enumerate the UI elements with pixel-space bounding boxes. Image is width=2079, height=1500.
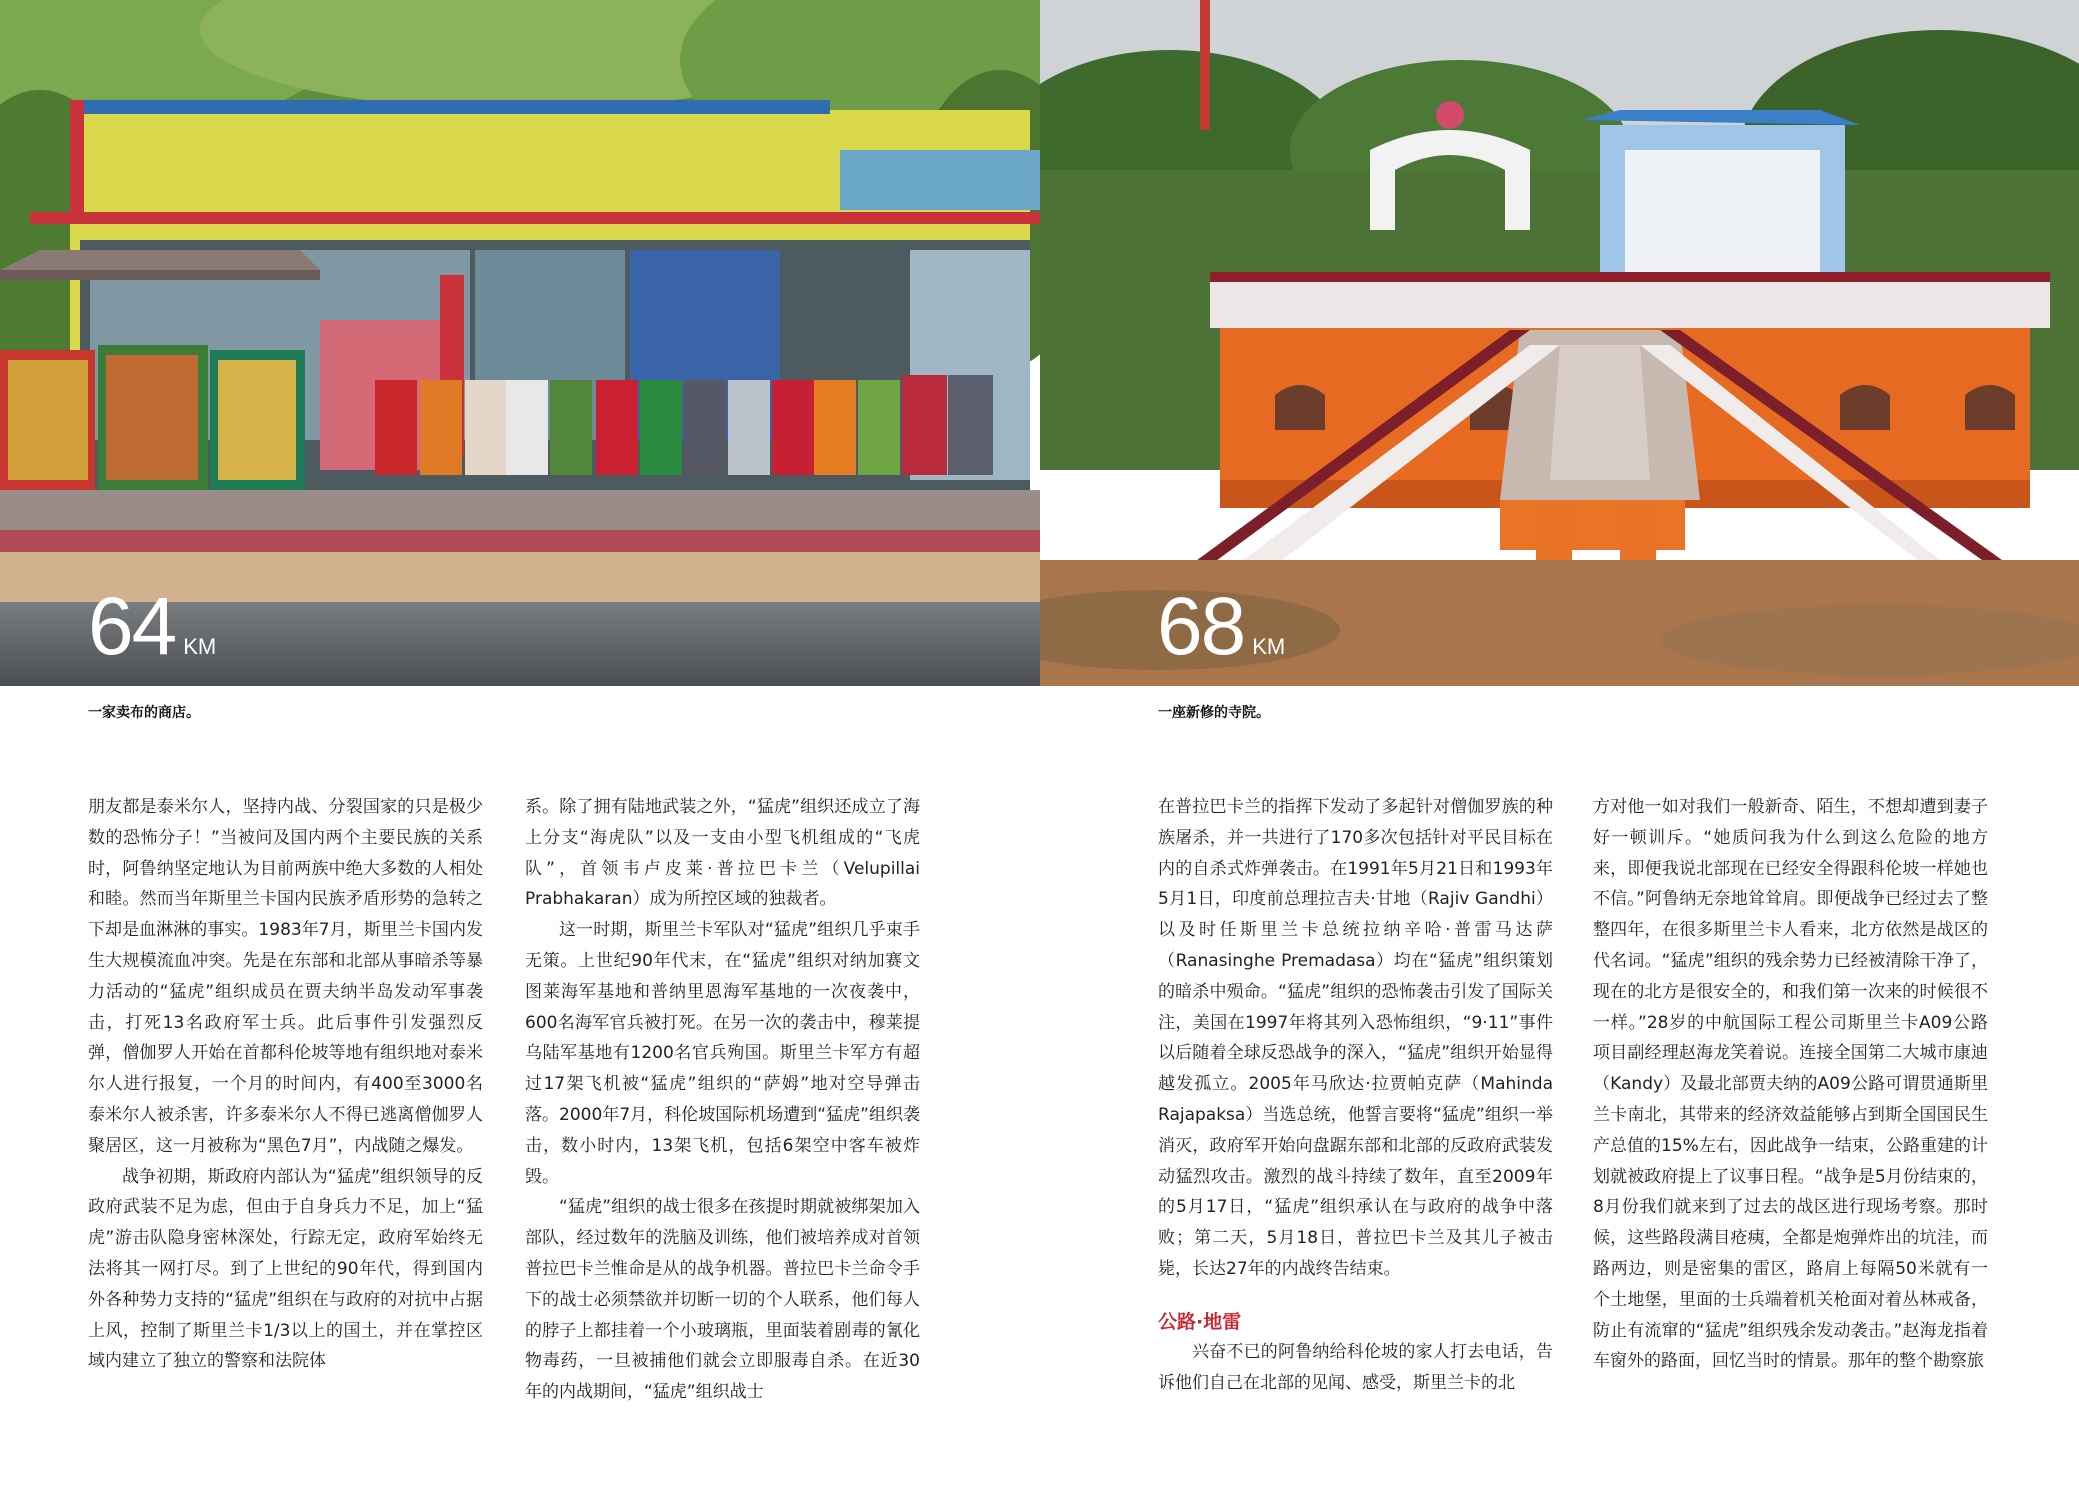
- text-column-1: [88, 792, 483, 1377]
- paragraph: 这一时期，斯里兰卡军队对“猛虎”组织几乎束手无策。上世纪90年代末，在“猛虎”组织对纳加赛文图莱海军基地和普纳里恩海军基地的一次夜袭中，600名海军官兵被打死。在另一次的袭击中，穆莱提乌陆军基地有1200名官兵殉国。斯里兰卡军方有超过17架飞机被“猛虎”组织的“萨姆”地对空导弹击落。2000年7月，科伦坡国际机场遭到“猛虎”组织袭击，数小时内，13架飞机，包括6架空中客车被炸毁。: [525, 920, 920, 1187]
- km-marker-left: [88, 581, 217, 672]
- paragraph: 在普拉巴卡兰的指挥下发动了多起针对僧伽罗族的种族屠杀，并一共进行了170多次包括针对平民目标在内的自杀式炸弹袭击。在1991年5月21日和1993年5月1日，印度前总理拉吉夫·甘地（Rajiv Gandhi）以及时任斯里兰卡总统拉纳辛哈·普雷马达萨（Ranasinghe Premadasa）均在“猛虎”组织策划的暗杀中殒命。“猛虎”组织的恐怖袭击引发了国际关注，美国在1997年将其列入恐怖组织，“9·11”事件以后随着全球反恐战争的深入，“猛虎”组织开始显得越发孤立。2005年马欣达·拉贾帕克萨（Mahinda Rajapaksa）当选总统，他誓言要将“猛虎”组织一举消灭，政府军开始向盘踞东部和北部的反政府武装发动猛烈攻击。激烈的战斗持续了数年，直至2009年的5月17日，“猛虎”组织承认在与政府的战争中落败；第二天，5月18日，普拉巴卡兰及其儿子被击毙，长达27年的内战终告结束。: [1158, 797, 1553, 1279]
- km-unit: KM: [183, 634, 217, 659]
- photo-temple: [1040, 0, 2079, 686]
- caption-left: 一家卖布的商店。: [88, 705, 200, 721]
- paragraph: 朋友都是泰米尔人，坚持内战、分裂国家的只是极少数的恐怖分子！”当被问及国内两个主要民族的关系时，阿鲁纳坚定地认为目前两族中绝大多数的人相处和睦。然而当年斯里兰卡国内民族矛盾形势的急转之下却是血淋淋的事实。1983年7月，斯里兰卡国内发生大规模流血冲突。先是在东部和北部从事暗杀等暴力活动的“猛虎”组织成员在贾夫纳半岛发动军事袭击，打死13名政府军士兵。此后事件引发强烈反弹，僧伽罗人开始在首都科伦坡等地有组织地对泰米尔人进行报复，一个月的时间内，有400至3000名泰米尔人被杀害，许多泰米尔人不得已逃离僧伽罗人聚居区，这一月被称为“黑色7月”，内战随之爆发。: [88, 797, 483, 1156]
- paragraph: 兴奋不已的阿鲁纳给科伦坡的家人打去电话，告诉他们自己在北部的见闻、感受，斯里兰卡的北: [1158, 1341, 1553, 1393]
- km-marker-right: [1157, 581, 1286, 672]
- km-unit: KM: [1252, 634, 1286, 659]
- km-number: 64: [88, 581, 176, 672]
- paragraph: 方对他一如对我们一般新奇、陌生，不想却遭到妻子好一顿训斥。“她质问我为什么到这么危险的地方来，即便我说北部现在已经安全得跟科伦坡一样她也不信。”阿鲁纳无奈地耸耸肩。即便战争已经过去了整整四年，在很多斯里兰卡人看来，北方依然是战区的代名词。“猛虎”组织的残余势力已经被清除干净了，现在的北方是很安全的，和我们第一次来的时候很不一样。”28岁的中航国际工程公司斯里兰卡A09公路项目副经理赵海龙笑着说。连接全国第二大城市康迪（Kandy）及最北部贾夫纳的A09公路可谓贯通斯里兰卡南北，其带来的经济效益能够占到斯全国国民生产总值的15%左右，因此战争一结束，公路重建的计划就被政府提上了议事日程。“战争是5月份结束的，8月份我们就来到了过去的战区进行现场考察。那时候，这些路段满目疮痍，全都是炮弹炸出的坑洼，而路两边，则是密集的雷区，路肩上每隔50米就有一个土地堡，里面的士兵端着机关枪面对着丛林戒备，防止有流窜的“猛虎”组织残余发动袭击。”赵海龙指着车窗外的路面，回忆当时的情景。那年的整个勘察旅: [1593, 797, 1988, 1372]
- km-number: 68: [1157, 581, 1245, 672]
- paragraph: 系。除了拥有陆地武装之外，“猛虎”组织还成立了海上分支“海虎队”以及一支由小型飞机组成的“飞虎队”，首领韦卢皮莱·普拉巴卡兰（Velupillai Prabhakaran）成为所控区域的独裁者。: [525, 797, 920, 910]
- text-column-4: [1593, 792, 1988, 1377]
- paragraph: 战争初期，斯政府内部认为“猛虎”组织领导的反政府武装不足为虑，但由于自身兵力不足，加上“猛虎”游击队隐身密林深处，行踪无定，政府军始终无法将其一网打尽。到了上世纪的90年代，得到国内外各种势力支持的“猛虎”组织在与政府的对抗中占据上风，控制了斯里兰卡1/3以上的国土，并在掌控区域内建立了独立的警察和法院体: [88, 1166, 483, 1372]
- paragraph: “猛虎”组织的战士很多在孩提时期就被绑架加入部队，经过数年的洗脑及训练，他们被培养成对首领普拉巴卡兰惟命是从的战争机器。普拉巴卡兰命令手下的战士必须禁欲并切断一切的个人联系，他们每人的脖子上都挂着一个小玻璃瓶，里面装着剧毒的氰化物毒药，一旦被捕他们就会立即服毒自杀。在近30年的内战期间，“猛虎”组织战士: [525, 1197, 920, 1403]
- photo-fabric-shop: [0, 0, 1040, 686]
- text-column-3: [1158, 792, 1553, 1398]
- text-column-2: [525, 792, 920, 1408]
- section-heading: 公路·地雷: [1158, 1310, 1242, 1333]
- caption-right: 一座新修的寺院。: [1158, 705, 1270, 721]
